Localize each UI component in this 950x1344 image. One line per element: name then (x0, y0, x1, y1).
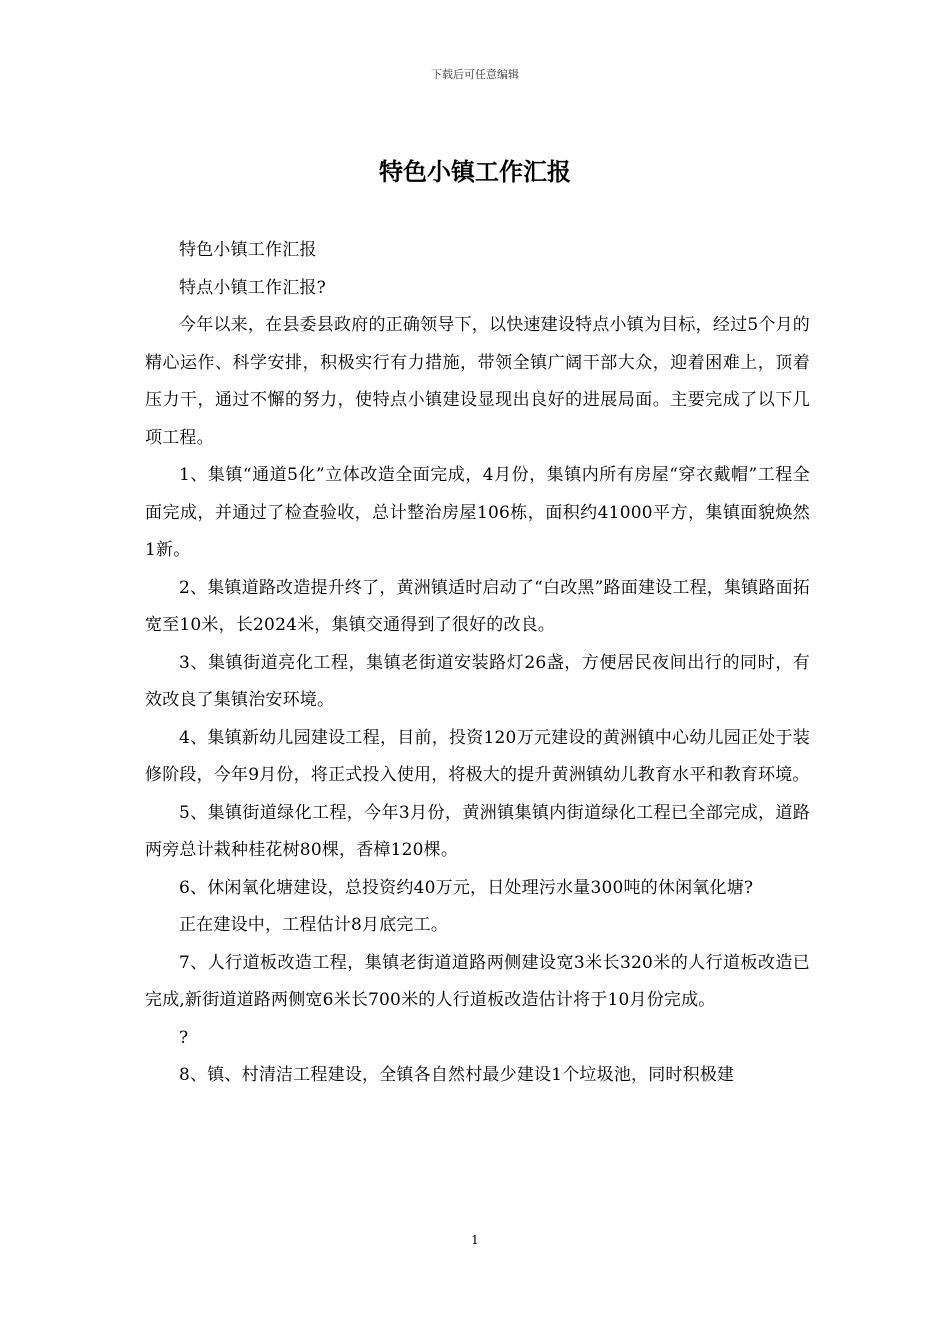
paragraph: 5、集镇街道绿化工程，今年3月份，黄洲镇集镇内街道绿化工程已全部完成，道路两旁总计栽种桂花树80棵，香樟120棵。 (145, 802, 810, 860)
paragraph: 特点小镇工作汇报? (179, 277, 326, 298)
paragraph: 6、休闲氧化塘建设，总投资约40万元，日处理污水量300吨的休闲氧化塘? (179, 877, 754, 898)
paragraph: 8、镇、村清洁工程建设，全镇各自然村最少建设1个垃圾池，同时积极建 (179, 1065, 735, 1085)
paragraph: ? (179, 1027, 189, 1048)
paragraph: 2、集镇道路改造提升终了，黄洲镇适时启动了“白改黑”路面建设工程，集镇路面拓宽至10米，长2024米，集镇交通得到了很好的改良。 (145, 577, 810, 635)
document-body (145, 232, 810, 1095)
document-title: 特色小镇工作汇报 (379, 158, 571, 186)
paragraph: 7、人行道板改造工程，集镇老街道道路两侧建设宽3米长320米的人行道板改造已完成,新街道道路两侧宽6米长700米的人行道板改造估计将于10月份完成。 (145, 952, 810, 1010)
paragraph: 4、集镇新幼儿园建设工程，目前，投资120万元建设的黄洲镇中心幼儿园正处于装修阶段，今年9月份，将正式投入使用，将极大的提升黄洲镇幼儿教育水平和教育环境。 (145, 727, 810, 785)
paragraph: 正在建设中，工程估计8月底完工。 (179, 915, 449, 935)
paragraph: 3、集镇街道亮化工程，集镇老街道安装路灯26盏，方便居民夜间出行的同时，有效改良了集镇治安环境。 (145, 652, 810, 710)
paragraph: 特色小镇工作汇报 (179, 240, 317, 260)
page-header-note: 下载后可任意编辑 (431, 68, 519, 81)
page-number: 1 (471, 1233, 479, 1247)
paragraph: 1、集镇“通道5化”立体改造全面完成，4月份，集镇内所有房屋“穿衣戴帽”工程全面完成，并通过了检查验收，总计整治房屋106栋，面积约41000平方，集镇面貌焕然1新。 (145, 465, 810, 560)
paragraph: 今年以来，在县委县政府的正确领导下，以快速建设特点小镇为目标，经过5个月的精心运作、科学安排，积极实行有力措施，带领全镇广阔干部大众，迎着困难上，顶着压力干，通过不懈的努力，使特点小镇建设显现出良好的进展局面。主要完成了以下几项工程。 (145, 315, 810, 448)
